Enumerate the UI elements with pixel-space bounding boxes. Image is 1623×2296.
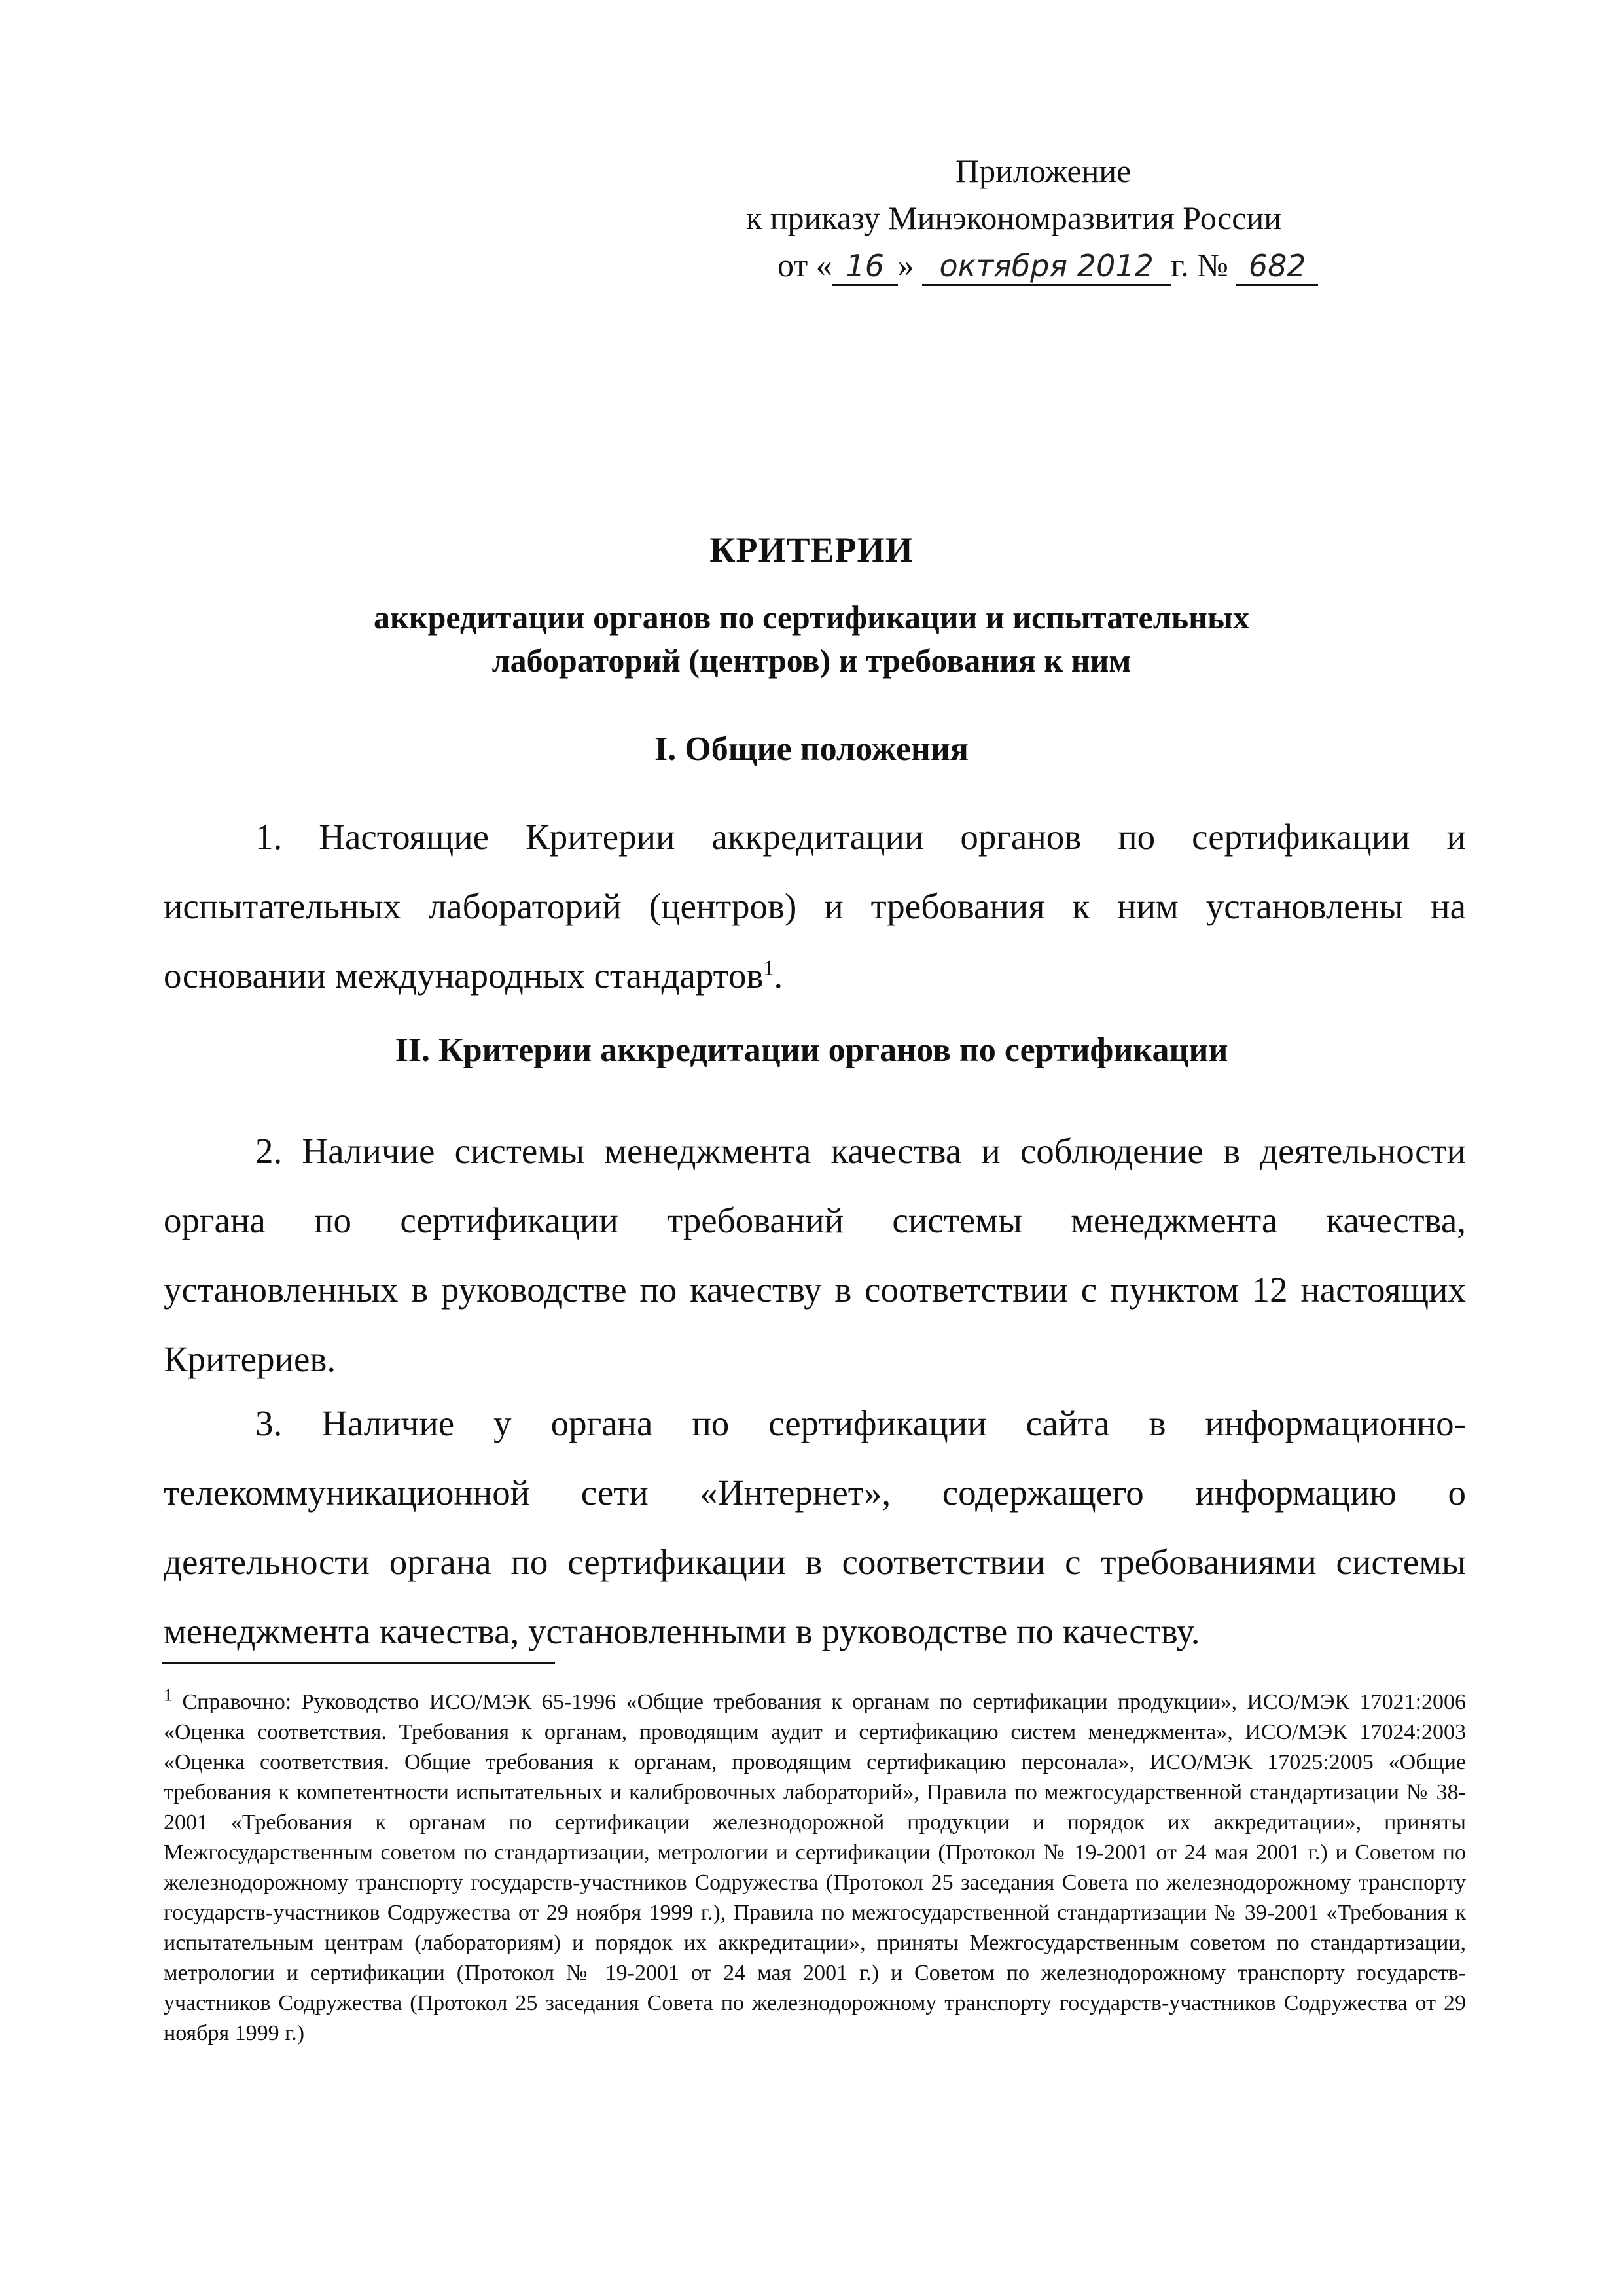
date-quote-close: » [897, 247, 914, 283]
appendix-title: Приложение [955, 152, 1132, 189]
paragraph-3: 3. Наличие у органа по сертификации сайта в информационно-телекоммуникационной сети «Интернет», содержащего информацию о деятельности органа по сертификации в соответствии с требованиями системы менеджмента качества, установленными в руководстве по качеству. [164, 1403, 1466, 1651]
year-number-label: г. № [1171, 247, 1228, 283]
paragraph-1-text: 1. Настоящие Критерии аккредитации органов по сертификации и испытательных лабораторий (центров) и требования к ним установлены на основании международных стандартов [164, 817, 1466, 996]
appendix-header [746, 147, 1387, 289]
paragraph-1 [164, 802, 1466, 1011]
footnote-text: Справочно: Руководство ИСО/МЭК 65-1996 «Общие требования к органам по сертификации продукции», ИСО/МЭК 17021:2006 «Оценка соответствия. Требования к органам, проводящим аудит и сертификацию систем менеджмента», ИСО/МЭК 17024:2003 «Оценка соответствия. Общие требования к органам, проводящим сертификацию персонала», ИСО/МЭК 17025:2005 «Общие требования к компетентности испытательных и калибровочных лабораторий», Правила по межгосударственной стандартизации № 38-2001 «Требования к органам по сертификации железнодорожной продукции и порядок их аккредитации», приняты Межгосударственным советом по стандартизации, метрологии и сертификации (Протокол № 19-2001 от 24 мая 2001 г.) и Советом по железнодорожному транспорту государств-участников Содружества (Протокол 25 заседания Совета по железнодорожному транспорту государств-участников Содружества от 29 ноября 1999 г.), Правила по межгосударственной стандартизации № 39-2001 «Требования к испытательным центрам (лабораториям) и порядок их аккредитации», приняты Межгосударственным советом по стандартизации, метрологии и сертификации (Протокол № 19-2001 от 24 мая 2001 г.) и Советом по железнодорожному транспорту государств-участников Содружества (Протокол 25 заседания Совета по железнодорожному транспорту государств-участников Содружества от 29 ноября 1999 г.) [164, 1690, 1467, 2045]
handwritten-order-number: 682 [1236, 247, 1318, 286]
section-1-heading: I. Общие положения [654, 730, 969, 768]
appendix-order-reference: к приказу Минэкономразвития России [746, 200, 1281, 236]
appendix-date-line [746, 242, 1387, 289]
subtitle-line-1: аккредитации органов по сертификации и испытательных [373, 599, 1250, 636]
paragraph-1-end: . [774, 956, 783, 996]
handwritten-day: 16 [832, 247, 898, 286]
handwritten-month-year: октября 2012 [922, 247, 1171, 286]
subtitle-line-2: лабораторий (центров) и требования к ним [491, 642, 1132, 679]
section-2-heading: II. Критерии аккредитации органов по сертификации [395, 1031, 1228, 1069]
footnote [164, 1687, 1466, 2049]
document-subtitle [262, 596, 1361, 682]
date-prefix: от « [777, 247, 832, 283]
footnote-reference[interactable]: 1 [763, 956, 774, 980]
paragraph-2: 2. Наличие системы менеджмента качества и соблюдение в деятельности органа по сертификации требований системы менеджмента качества, установленных в руководстве по качеству в соответствии с пунктом 12 настоящих Критериев. [164, 1131, 1466, 1379]
document-title: КРИТЕРИИ [709, 530, 914, 569]
footnote-divider [162, 1662, 555, 1664]
footnote-marker: 1 [164, 1685, 172, 1705]
